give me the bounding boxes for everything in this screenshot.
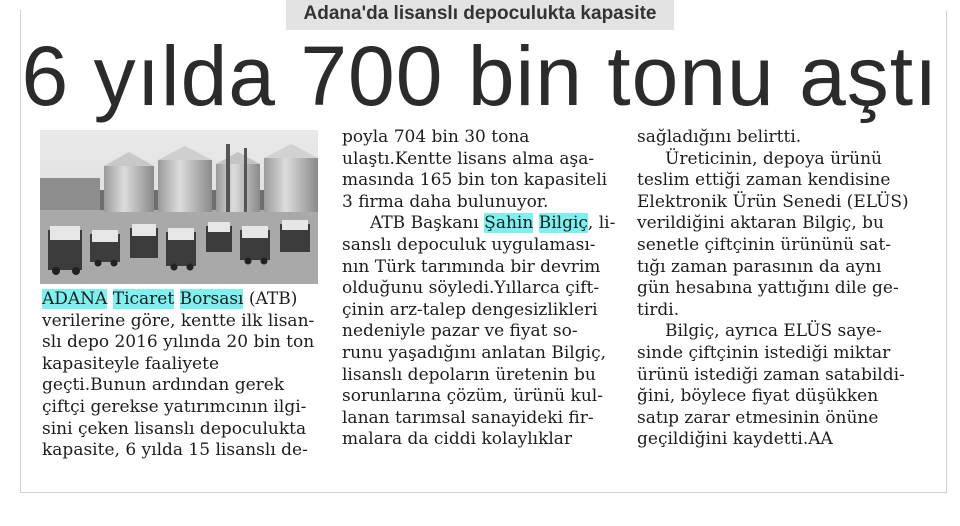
text-line: çinin arz-talep dengesizlikleri	[342, 299, 598, 320]
article-column-2	[342, 127, 627, 451]
column2-paragraph-start	[342, 213, 627, 235]
text-line: geçildiğini kaydetti.AA	[637, 429, 833, 450]
text-line: nın Türk tarımında bir devrim	[342, 256, 601, 277]
text-line: sini çeken lisanslı depoculukta	[42, 418, 307, 439]
highlight-borsasi: Borsası	[179, 289, 244, 309]
text-line: olduğunu söyledi.Yıllarca çift-	[342, 278, 600, 299]
text-line: slı depo 2016 yılında 20 bin ton	[42, 332, 315, 353]
text-line: masında 165 bin ton kapasiteli	[342, 170, 608, 191]
text-line: malara da ciddi kolaylıklar	[342, 429, 573, 450]
text-line: tığı zaman parasının da aynı	[637, 256, 882, 277]
text-line: lanan tarımsal sanayideki fir-	[342, 407, 594, 428]
text-line: gün hesabına yattığını dile ge-	[637, 278, 899, 299]
article-column-1	[42, 289, 327, 462]
column1-first-line	[42, 289, 327, 311]
text-line: kapasite, 6 yılda 15 lisanslı de-	[42, 440, 308, 461]
text-line: ürünü istediği zaman satabildi-	[637, 364, 905, 385]
text-line: Üreticinin, depoya ürünü	[665, 148, 883, 169]
text-line: senetle çiftçinin ürününü sat-	[637, 234, 891, 255]
text-line: sinde çiftçinin istediği miktar	[637, 342, 891, 363]
text-fragment: ATB Başkanı	[370, 213, 485, 234]
text-line: verildiğini aktaran Bilgiç, bu	[637, 213, 884, 234]
text-line: ulaştı.Kentte lisans alma aşa-	[342, 148, 595, 169]
article-photo	[40, 130, 318, 284]
text-line: lisanslı depoların üretenin bu	[342, 364, 596, 385]
highlight-sahin: Şahin	[484, 213, 534, 234]
topic-label: Adana'da lisanslı depoculukta kapasite	[286, 0, 675, 30]
highlight-bilgic: Bilgiç	[538, 213, 588, 234]
text-fragment: , li-	[587, 213, 616, 234]
text-line: kapasiteyle faaliyete	[42, 353, 220, 374]
text-line: nedeniyle pazar ve fiyat so-	[342, 321, 578, 342]
text-line: tirdi.	[637, 299, 680, 320]
text-line: geçti.Bunun ardından gerek	[42, 375, 285, 396]
text-line: ğini, böylece fiyat düşükken	[637, 386, 879, 407]
text-line: sanslı depoculuk uygulaması-	[342, 234, 596, 255]
article-column-3	[637, 127, 922, 451]
text-line: çiftçi gerekse yatırımcının ilgi-	[42, 396, 307, 417]
text-line: sorunlarına çözüm, ürünü kul-	[342, 386, 603, 407]
text-line: runu yaşadığını anlatan Bilgiç,	[342, 342, 606, 363]
text-line: verilerine göre, kentte ilk lisan-	[42, 310, 315, 331]
text-line: Elektronik Ürün Senedi (ELÜS)	[637, 191, 909, 212]
text-fragment: (ATB)	[243, 289, 298, 309]
grain-silos-photo	[40, 130, 318, 284]
text-line: sağladığını belirtti.	[637, 127, 802, 147]
text-line: Bilgiç, ayrıca ELÜS saye-	[665, 321, 882, 342]
text-line: 3 firma daha bulunuyor.	[342, 191, 549, 212]
text-line: poyla 704 bin 30 tona	[342, 127, 530, 147]
headline: 6 yılda 700 bin tonu aştı	[21, 29, 939, 123]
text-line: teslim ettiği zaman kendisine	[637, 170, 891, 191]
highlight-ticaret: Ticaret	[112, 289, 175, 309]
text-line: satıp zarar etmesinin önüne	[637, 407, 879, 428]
highlight-adana: ADANA	[42, 289, 108, 309]
